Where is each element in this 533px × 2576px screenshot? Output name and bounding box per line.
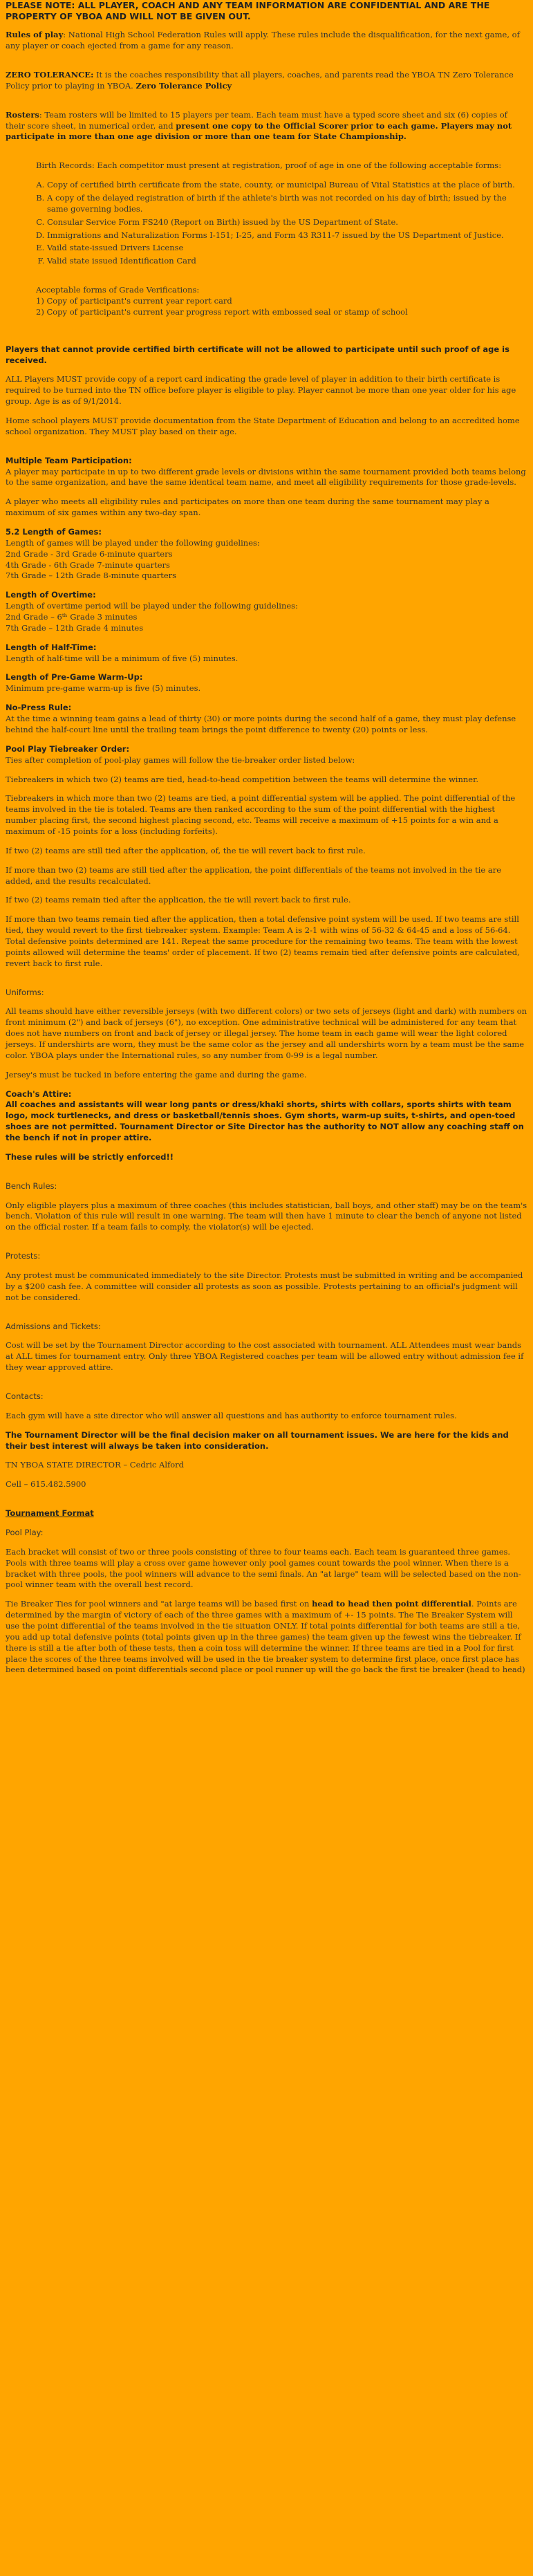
tournament-format-heading: Tournament Format (6, 1508, 94, 1519)
confidentiality-warning: PLEASE NOTE: ALL PLAYER, COACH AND ANY TEAM INFORMATION ARE CONFIDENTIAL AND ARE THE PROPERTY OF YBOA AND WILL NOT BE GIVEN OUT. (6, 0, 490, 21)
no-birth-certificate-notice: Players that cannot provide certified birth certificate will not be allowed to participate until such proof of age is received. (6, 344, 509, 365)
section-heading: Multiple Team Participation: (6, 455, 132, 465)
paragraph: Minimum pre-game warm-up is five (5) minutes. (6, 683, 201, 694)
tiebreaker-section (6, 744, 527, 766)
zero-tolerance-policy: Zero Tolerance Policy (135, 80, 232, 91)
section-heading: Admissions and Tickets: (6, 1321, 101, 1331)
section-heading: Length of Pre-Game Warm-Up: (6, 672, 143, 683)
rosters-label: Rosters (6, 109, 39, 120)
grade-verifications (6, 285, 527, 318)
halftime-section (6, 642, 527, 665)
section-heading: Protests: (6, 1251, 41, 1261)
paragraph: Tiebreakers in which two (2) teams are tied, head-to-head competition between the teams will determine the winner. (6, 774, 478, 784)
overtime-section (6, 590, 527, 633)
zero-tolerance-text: It is the coaches responsibility that all players, coaches, and parents read the YBOA TN Zero Tolerance Policy prior to playing in YBOA. (6, 69, 514, 91)
final-decision-notice: The Tournament Director will be the final decision maker on all tournament issues. We are here for the kids and their best interest will always be taken into consideration. (6, 1429, 509, 1451)
enforcement-notice: These rules will be strictly enforced!! (6, 1151, 174, 1162)
rules-of-play-text: : National High School Federation Rules will apply. These rules include the disqualification, for the next game, of any player or coach ejected from a game for any reason. (6, 30, 520, 51)
list-item: D. Immigrations and Naturalization Forms I-151; I-25, and Form 43 R311-7 issued by the US Department of Justice. (47, 230, 527, 241)
section-heading: Contacts: (6, 1391, 44, 1402)
tie-breaker-paragraph (6, 1599, 527, 1676)
zero-tolerance-label: ZERO TOLERANCE: (6, 69, 94, 80)
pool-play-heading: Pool Play: (6, 1528, 44, 1538)
rosters-emphasis: present one copy to the Official Scorer prior to each game. Players may not participate in more than one age division or more than one team for State Championship. (6, 120, 512, 142)
paragraph: Jersey's must be tucked in before entering the game and during the game. (6, 1069, 307, 1079)
multiple-team-section (6, 456, 527, 489)
paragraph: A player who meets all eligibility rules and participates on more than one team during the same tournament may play a maximum of six games within any two-day span. (6, 497, 489, 518)
list-item: 2nd Grade - 3rd Grade 6-minute quarters (6, 548, 173, 559)
list-item: 7th Grade – 12th Grade 4 minutes (6, 622, 144, 633)
rosters (6, 110, 527, 143)
paragraph-text: . Points are determined by the margin of victory of each of the three games with a maximum of +- 15 points. The Tie Breaker System will use the point differential of the teams involved in the tie situation ONLY. If total points differential for both teams are still a tie, you add up total defensive points (total points given up in the three games) the team given up the fewest wins the tiebreaker. If there is still a tie after both of these tests, then a coin toss will determine the winner. If three teams are tied in a Pool for first place the scores of the three teams involved will be used in the tie breaker system to determine first place, once first place has been determined based on point differentials second place or pool runner up will the go back the first tie breaker (head to head) (6, 1599, 525, 1675)
paragraph: If two (2) teams are still tied after the application, of, the tie will revert back to first rule. (6, 845, 366, 855)
list-item: B. A copy of the delayed registration of birth if the athlete's birth was not recorded on his day of birth; issued by the same governing bodies. (47, 193, 527, 215)
paragraph: Each gym will have a site director who will answer all questions and has authority to enforce tournament rules. (6, 1410, 457, 1420)
section-heading: Bench Rules: (6, 1180, 57, 1191)
tie-breaker-emphasis: head to head then point differential (312, 1599, 471, 1609)
section-heading: No-Press Rule: (6, 703, 72, 713)
grade-verification-item: 1) Copy of participant's current year report card (36, 296, 232, 306)
section-heading: Length of Overtime: (6, 590, 96, 600)
paragraph-text: Tie Breaker Ties for pool winners and "at large teams will be based first on (6, 1599, 312, 1609)
length-of-games-section (6, 527, 527, 582)
warmup-section (6, 672, 527, 694)
paragraph: All teams should have either reversible jerseys (with two different colors) or two sets of jerseys (light and dark) with numbers on front minimum (2") and back of jerseys (6"), no exception. One administrative technical will be administered for any team that does not have numbers on front and back of jersey or illegal jersey. The home team in each game will wear the light colored jerseys. If undershirts are worn, they must be the same color as the jersey and all undershirts worn by a team must be the same color. YBOA plays under the International rules, so any number from 0-99 is a legal number. (6, 1006, 527, 1060)
list-item: 2nd Grade – 6ᵗʰ Grade 3 minutes (6, 612, 138, 622)
section-heading: Uniforms: (6, 987, 44, 997)
paragraph: Length of half-time will be a minimum of five (5) minutes. (6, 653, 239, 663)
birth-records-intro: Birth Records: Each competitor must present at registration, proof of age in one of the following acceptable forms: (36, 160, 502, 171)
rosters-text: : Team rosters will be limited to 15 players per team. Each team must have a typed score sheet and six (6) copies of their score sheet, in numerical order, and (6, 109, 507, 131)
list-item: A. Copy of certified birth certificate from the state, county, or municipal Bureau of Vital Statistics at the place of birth. (47, 180, 527, 191)
paragraph: If more than two teams remain tied after the application, then a total defensive point system will be used. If two teams are still tied, they would revert to the first tiebreaker system. Example: Team A is 2-1 with wins of 56-32 & 64-45 and a loss of 56-64. Total defensive points determined are 141. Repeat the same procedure for the remaining two teams. The team with the lowest points allowed will determine the teams' order of placement. If two (2) teams remain tied after defensive points are calculated, revert back to first rule. (6, 914, 520, 968)
paragraph: A player may participate in up to two different grade levels or divisions within the same tournament provided both teams belong to the same organization, and have the same identical team name, and meet all eligibility requirements for those grade-levels. (6, 466, 526, 488)
paragraph: Ties after completion of pool-play games will follow the tie-breaker order listed below: (6, 754, 355, 765)
grade-verification-item: 2) Copy of participant's current year progress report with embossed seal or stamp of school (36, 306, 408, 317)
list-item: 4th Grade - 6th Grade 7-minute quarters (6, 559, 170, 570)
paragraph: If two (2) teams remain tied after the application, the tie will revert back to first rule. (6, 895, 351, 905)
home-school-requirement: Home school players MUST provide documentation from the State Department of Education and belong to an accredited home school organization. They MUST play based on their age. (6, 416, 520, 436)
rules-of-play-label: Rules of play (6, 30, 64, 40)
birth-records-list (6, 180, 527, 267)
section-heading: Pool Play Tiebreaker Order: (6, 743, 130, 754)
report-card-requirement: ALL Players MUST provide copy of a report card indicating the grade level of player in addition to their birth certificate is required to be turned into the TN office before player is eligible to play. Player cannot be more than one year older for his age group. Age is as of 9/1/2014. (6, 374, 516, 407)
rules-of-play (6, 30, 527, 52)
paragraph: At the time a winning team gains a lead of thirty (30) or more points during the second half of a game, they must play defense behind the half-court line until the trailing team brings the point difference to twenty (20) points or less. (6, 714, 516, 734)
no-press-section (6, 703, 527, 736)
section-heading: Length of Half-Time: (6, 642, 97, 652)
list-item: F. Valid state issued Identification Card (47, 256, 527, 267)
paragraph: Each bracket will consist of two or three pools consisting of three to four teams each. Each team is guaranteed three games. Pools with three teams will play a cross over game however only pool games count towards the pool winner. When there is a bracket with three pools, the pool winners will advance to the semi finals. An "at large" team will be selected based on the non-pool winner team with the overall best record. (6, 1546, 521, 1590)
paragraph: Length of games will be played under the following guidelines: (6, 537, 260, 548)
paragraph: Length of overtime period will be played under the following guidelines: (6, 601, 298, 611)
list-item: E. Vaild state-issued Drivers License (47, 243, 527, 254)
grade-verifications-intro: Acceptable forms of Grade Verifications: (36, 285, 200, 295)
section-heading: Coach's Attire: (6, 1088, 72, 1099)
list-item: 7th Grade – 12th Grade 8-minute quarters (6, 571, 177, 581)
paragraph: Cost will be set by the Tournament Director according to the cost associated with tournament. ALL Attendees must wear bands at ALL times for tournament entry. Only three YBOA Registered coaches per team will be allowed entry without admission fee if they wear approved attire. (6, 1340, 524, 1373)
director-cell: Cell – 615.482.5900 (6, 1479, 86, 1490)
list-item: C. Consular Service Form FS240 (Report on Birth) issued by the US Department of State. (47, 217, 527, 228)
paragraph: Tiebreakers in which more than two (2) teams are tied, a point differential system will be applied. The point differential of the teams involved in the tie is totaled. Teams are then ranked according to the sum of the point differential with the highest number placing first, the second highest placing second, etc. Teams will receive a maximum of +15 points for a win and a maximum of -15 points for a loss (including forfeits). (6, 793, 516, 836)
paragraph: Any protest must be communicated immediately to the site Director. Protests must be submitted in writing and be accompanied by a $200 cash fee. A committee will consider all protests as soon as possible. Protests pertaining to an official's judgment will not be considered. (6, 1270, 523, 1302)
zero-tolerance (6, 70, 527, 92)
state-director: TN YBOA STATE DIRECTOR – Cedric Alford (6, 1460, 185, 1470)
coach-attire-text: All coaches and assistants will wear long pants or dress/khaki shorts, shirts with collars, sports shirts with team logo, mock turtlenecks, and dress or basketball/tennis shoes. Gym shorts, warm-up suits, t-shirts, and open-toed shoes are not permitted. Tournament Director or Site Director has the authority to NOT allow any coaching staff on the bench if not in proper attire. (6, 1100, 524, 1142)
paragraph: If more than two (2) teams are still tied after the application, the point differentials of the teams not involved in the tie are added, and the results recalculated. (6, 864, 502, 886)
section-heading: 5.2 Length of Games: (6, 527, 102, 537)
paragraph: Only eligible players plus a maximum of three coaches (this includes statistician, ball boys, and other staff) may be on the team's bench. Violation of this rule will result in one warning. The team will then have 1 minute to clear the bench of anyone not listed on the official roster. If a team fails to comply, the violator(s) will be ejected. (6, 1200, 527, 1232)
